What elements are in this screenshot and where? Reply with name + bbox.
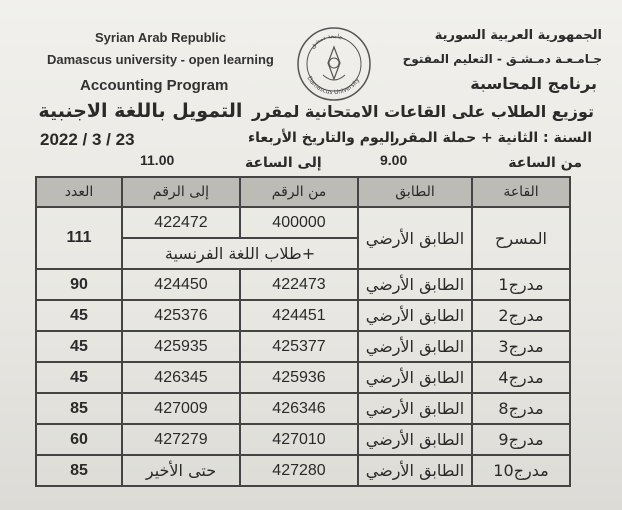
header-en-program: Accounting Program [80, 77, 229, 94]
exam-date: 2022 / 3 / 23 [40, 130, 135, 149]
day-label: اليوم والتاريخ [301, 130, 395, 146]
carriers-label: + حملة المقرر [391, 130, 493, 146]
row-from: 400000 [240, 207, 358, 238]
row-floor: الطابق الأرضي [358, 393, 472, 424]
day-line [248, 130, 395, 146]
row-floor: الطابق الأرضي [358, 269, 472, 300]
row-count: 45 [36, 300, 122, 331]
row-floor: الطابق الأرضي [358, 424, 472, 455]
university-logo [295, 25, 373, 103]
row-hall: مدرج10 [472, 455, 570, 486]
row-from: 424451 [240, 300, 358, 331]
table-row [36, 300, 570, 331]
row-hall: المسرح [472, 207, 570, 269]
header-from: من الرقم [240, 177, 358, 207]
row-hall: مدرج2 [472, 300, 570, 331]
year-label: السنة : [543, 130, 592, 146]
row-count: 111 [36, 207, 122, 269]
to-time-value: 11.00 [140, 152, 175, 168]
row-to: 422472 [122, 207, 240, 238]
header-ar-program: برنامج المحاسبة [470, 74, 597, 93]
table-row [36, 424, 570, 455]
title-prefix: توزيع الطلاب على القاعات الامتحانية لمقرر [251, 102, 594, 121]
svg-text:Damascus University: Damascus University [305, 75, 362, 97]
row-from: 422473 [240, 269, 358, 300]
row-count: 45 [36, 362, 122, 393]
row-to: حتى الأخير [122, 455, 240, 486]
table-header-row [36, 177, 570, 207]
row-hall: مدرج4 [472, 362, 570, 393]
from-time-label: من الساعة [508, 155, 582, 171]
row-to: 425935 [122, 331, 240, 362]
row-from: 427010 [240, 424, 358, 455]
row-hall: مدرج8 [472, 393, 570, 424]
year-value: الثانية [497, 130, 539, 146]
table-row [36, 207, 570, 238]
row-count: 45 [36, 331, 122, 362]
table-row [36, 331, 570, 362]
row-to: 424450 [122, 269, 240, 300]
course-name: التمويل باللغة الاجنبية [38, 100, 243, 122]
row-floor: الطابق الأرضي [358, 362, 472, 393]
row-floor: الطابق الأرضي [358, 207, 472, 269]
table-row [36, 393, 570, 424]
year-line [391, 130, 592, 146]
header-hall: القاعة [472, 177, 570, 207]
header-en-country: Syrian Arab Republic [95, 30, 226, 45]
row-to: 425376 [122, 300, 240, 331]
row-floor: الطابق الأرضي [358, 455, 472, 486]
row-floor: الطابق الأرضي [358, 331, 472, 362]
row-note: +طلاب اللغة الفرنسية [122, 238, 358, 269]
to-time-label: إلى الساعة [245, 155, 322, 171]
row-from: 426346 [240, 393, 358, 424]
row-from: 425377 [240, 331, 358, 362]
from-time-value: 9.00 [380, 152, 408, 168]
row-count: 60 [36, 424, 122, 455]
row-to: 427279 [122, 424, 240, 455]
table-row [36, 269, 570, 300]
row-from: 425936 [240, 362, 358, 393]
row-hall: مدرج1 [472, 269, 570, 300]
row-hall: مدرج3 [472, 331, 570, 362]
distribution-table [35, 176, 571, 487]
row-from: 427280 [240, 455, 358, 486]
svg-text:جامعة دمشق: جامعة دمشق [309, 32, 344, 50]
row-to: 426345 [122, 362, 240, 393]
table-row [36, 455, 570, 486]
row-to: 427009 [122, 393, 240, 424]
header-ar-university: جـامـعـة دمـشـق - التعليم المفتوح [402, 52, 602, 66]
row-count: 90 [36, 269, 122, 300]
row-count: 85 [36, 393, 122, 424]
header-en-university: Damascus university - open learning [47, 52, 274, 67]
header-to: إلى الرقم [122, 177, 240, 207]
day-value: الأربعاء [248, 130, 297, 146]
row-floor: الطابق الأرضي [358, 300, 472, 331]
row-hall: مدرج9 [472, 424, 570, 455]
header-count: العدد [36, 177, 122, 207]
table-row [36, 362, 570, 393]
document-title [38, 100, 594, 122]
row-count: 85 [36, 455, 122, 486]
header-ar-country: الجمهورية العربية السورية [434, 28, 602, 43]
header-floor: الطابق [358, 177, 472, 207]
